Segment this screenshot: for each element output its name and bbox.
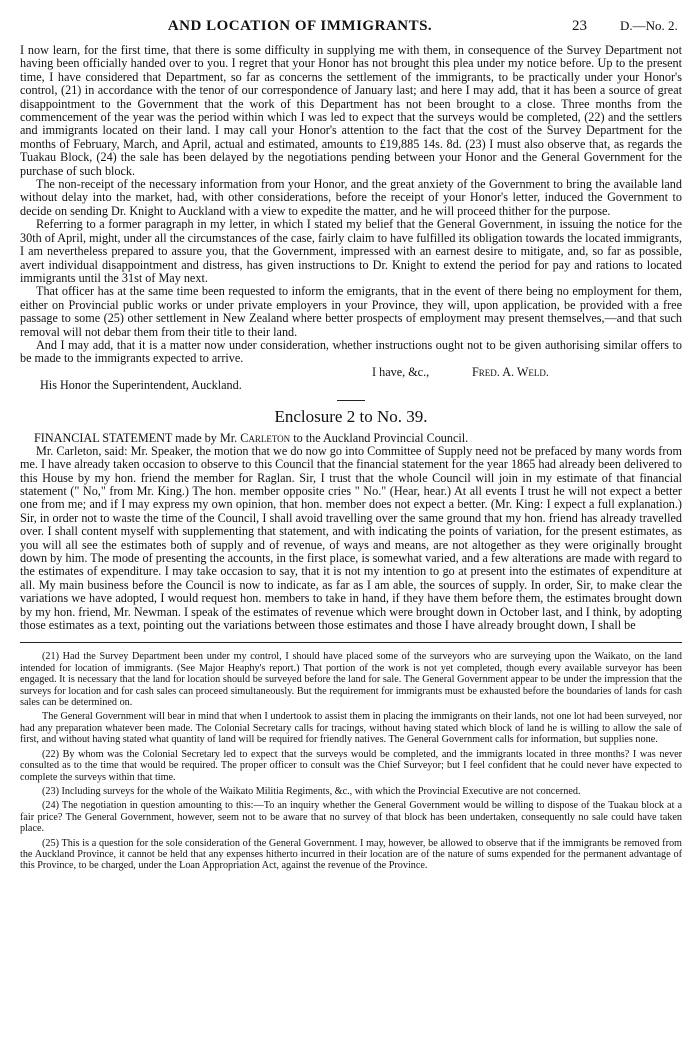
letter-paragraph: That officer has at the same time been requested to inform the emigrants, that in the event of there being no employment for them, either on Provincial public works or under private employers in your Province, they will, upon application, be provided with a free passage to some (25) other settlement in New Zealand where better prospects of employment may present themselves,—and that such removal will not debar them from their title to their land. bbox=[20, 284, 682, 339]
document-reference: D.—No. 2. bbox=[620, 18, 678, 33]
footnote: (25) This is a question for the sole consideration of the General Government. I may, however, be allowed to observe that if the immigrants be removed from the Auckland Province, it cannot be held that any expenses hitherto incurred in their location are of the nature of sums expended for the permanent advantage of this Province, to be charged, under the Loan Appropriation Act, against the revenue of the Province. bbox=[20, 837, 682, 872]
statement-heading-name: Carleton bbox=[240, 430, 291, 445]
enclosure-title: Enclosure 2 to No. 39. bbox=[274, 406, 428, 426]
statement-body bbox=[20, 445, 682, 633]
statement-heading-suffix: to the Auckland Provincial Council. bbox=[293, 430, 469, 445]
footnote: The General Government will bear in mind that when I undertook to assist them in placing the immigrants on their lands, not one lot had been surveyed, nor had any preparation whatever been made. The Colonial Secretary calls for tracings, without having stated which block of land he is willing to allow the sale of first, and without having stated what quantity of land will be required for friendly natives. The General Government calls for information, but supplies none. bbox=[20, 711, 682, 746]
footnote-divider bbox=[20, 642, 682, 643]
letter-addressee: His Honor the Superintendent, Auckland. bbox=[40, 377, 242, 392]
footnote: (24) The negotiation in question amounting to this:—To an inquiry whether the General Government would be willing to dispose of the Tuakau block at a fair price? The General Government, however, seem not to be aware that no survey of that block has been undertaken, consequently no sale could have taken place. bbox=[20, 800, 682, 835]
letter-paragraph: And I may add, that it is a matter now under consideration, whether instructions ought not to be given authorising similar offers to be made to the immigrants expected to arrive. bbox=[20, 337, 682, 366]
statement-paragraph: Mr. Carleton, said: Mr. Speaker, the motion that we do now go into Committee of Supply need not be prefaced by many words from me. I have already taken occasion to observe to this Council that the financial statement for the year 1865 had already been delivered to this House by my hon. friend the member for Raglan. Sir, I trust that the whole Council will join in my estimate of that financial statement (" No," from Mr. King.) The hon. member opposite cries " No." (Hear, hear.) At all events I trust he will not expect a better one from me; and if I may express my own opinion, that hon. member does not expect a better. (Mr. King: I expect a full explanation.) Sir, in order not to waste the time of the Council, I shall avoid travelling over the same ground that my hon. friend has already travelled over. I shall content myself with supplementing that statement, and with indicating the points of variation, for the present estimates, as you will all see the estimates both of supply and of revenue, of ways and means, are not altogether as they were originally brought down by him. The mode of presenting the accounts, in the first place, is somewhat varied, and a few alterations are made with regard to the estimates of expenditure. I may take occasion to say, that it is not my intention to go at present into the estimates of expenditure at all. My main business before the Council is now to indicate, as far as I am able, the sources of supply. In order, Sir, to make clear the variations we have adopted, I would request hon. members to take in hand, if they have them before them, the estimates brought down by my hon. friend, Mr. Newman. I speak of the estimates of revenue which were brought down in October last, and I think, by adopting those estimates as a text, pointing out the variations between those estimates and those I have already brought down, I shall be bbox=[20, 443, 682, 633]
letter-signature: Fred. A. Weld. bbox=[472, 364, 549, 379]
footnote: (23) Including surveys for the whole of the Waikato Militia Regiments, &c., with which the Provincial Executive are not concerned. bbox=[42, 785, 581, 797]
running-title: AND LOCATION OF IMMIGRANTS. bbox=[167, 18, 433, 34]
footnote: (21) Had the Survey Department been under my control, I should have placed some of the surveyors who are surveying upon the Waikato, on the land intended for location of immigrants. (See Major Heaphy's report.) That portion of the work is not yet completed, though every available surveyor has been engaged. It is necessary that the land for location should be surveyed before the land for sale. The General Government appear to be under the impression that the surveys for location and for cash sales can proceed simultaneously. But the requirement for immigrants must be exhausted before the boundaries of lands for cash sales can be determined on. bbox=[20, 651, 682, 709]
footnotes bbox=[20, 651, 682, 871]
letter-paragraph: Referring to a former paragraph in my letter, in which I stated my belief that the General Government, in issuing the notice for the 30th of April, might, under all the circumstances of the case, fairly claim to have fulfilled its obligation towards the located immigrants, I am nevertheless prepared to assure you, that the Government, impressed with an earnest desire to mitigate, and, so far as possible, avert individual disappointment and distress, has given instructions to Dr. Knight to extend the period for pay and rations to located immigrants until the 31st of May next. bbox=[20, 217, 682, 285]
letter-paragraph: The non-receipt of the necessary information from your Honor, and the great anxiety of the Government to bring the available land without delay into the market, had, with other considerations, before the receipt of your Honor's letter, induced the Government to decide on sending Dr. Knight to Auckland with a view to expedite the matter, and he will proceed thither for the purpose. bbox=[20, 177, 682, 218]
section-divider bbox=[337, 400, 365, 401]
statement-heading-prefix: FINANCIAL STATEMENT made by Mr. bbox=[34, 430, 238, 445]
page-header bbox=[20, 18, 682, 44]
letter-closing: I have, &c., bbox=[372, 364, 430, 379]
letter-paragraph: I now learn, for the first time, that there is some difficulty in supplying me with them, in consequence of the Survey Department not having been officially handed over to you. I regret that your Honor has not brought this plea under my notice before. Up to the present time, I have considered that Department, so far as concerns the settlement of the immigrants, to be practically under your Honor's control, (21) in accordance with the tenor of our correspondence of January last; and here I may add, that it has been a source of great disappointment to the Government that the work of this Department has not been brought to a close. Three months from the commencement of the year was the period within which I was led to expect that the surveys would be completed, (22) and the settlers and immigrants located on their land. I may call your Honor's attention to the fact that the cost of the Survey Department for the months of February, March, and April, actual and estimated, amounts to £19,885 14s. 8d. (23) I must also observe that, as regards the Tuakau Block, (24) the sale has been delayed by the negotiations pending between your Honor and the General Government for the purchase of such block. bbox=[20, 43, 682, 178]
document-page bbox=[20, 0, 682, 872]
letter-body bbox=[20, 44, 682, 366]
footnote: (22) By whom was the Colonial Secretary led to expect that the surveys would be completed, and the immigrants located in three months? I was never consulted as to the time that would be required. The proper officer to consult was the Chief Surveyor; but I feel confident that he could never have expected to complete the surveys within that time. bbox=[20, 748, 682, 783]
page-number: 23 bbox=[572, 18, 587, 34]
letter-signature-block bbox=[20, 366, 682, 394]
statement-heading bbox=[34, 431, 682, 445]
